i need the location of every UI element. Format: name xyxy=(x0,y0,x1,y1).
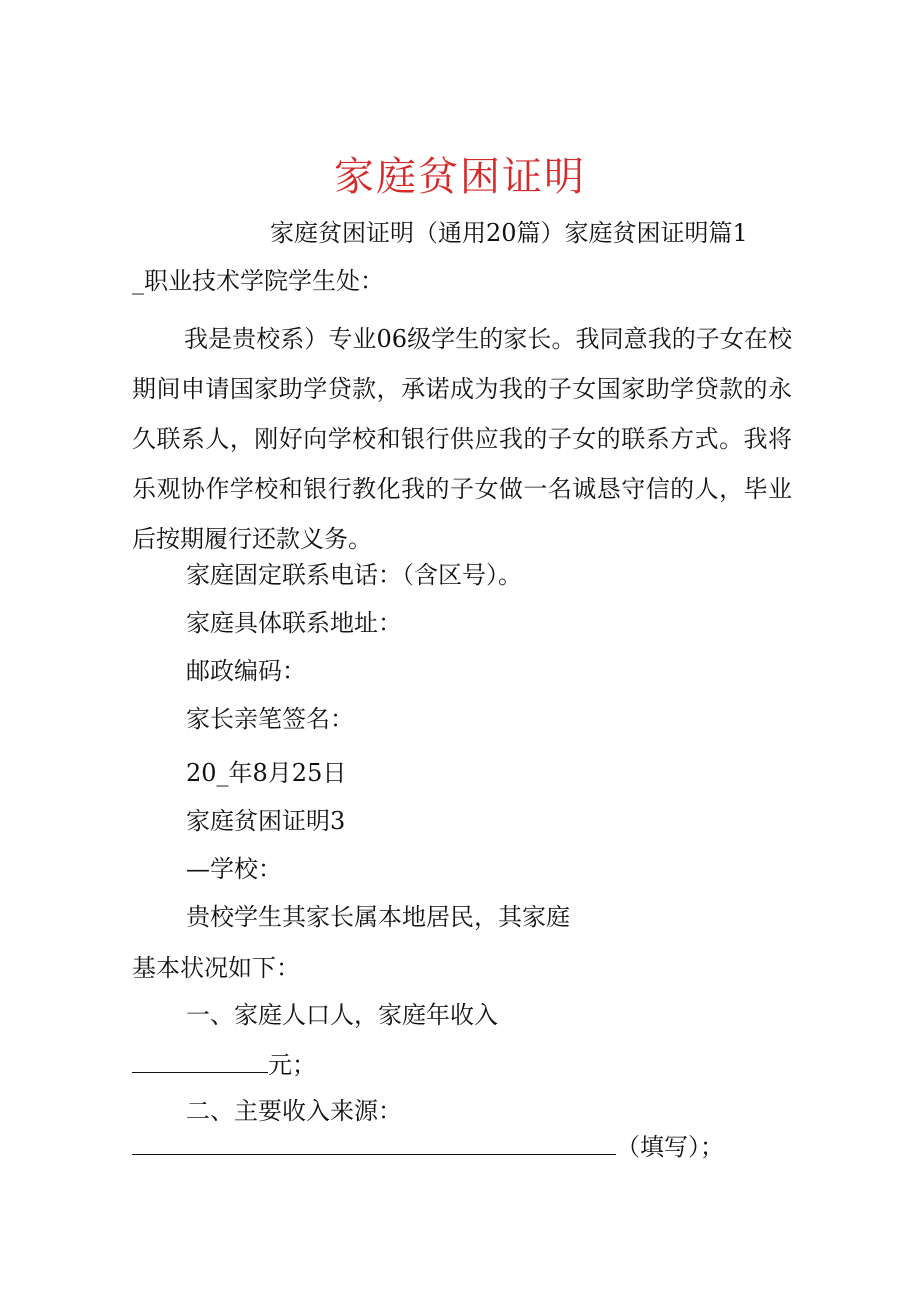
item-1-line: 一、家庭人口人，家庭年收入 xyxy=(186,1001,498,1029)
signature-label: 家长亲笔签名： xyxy=(186,705,354,733)
income-unit: 元； xyxy=(268,1051,316,1079)
date-line: 20_年8月25日 xyxy=(186,759,347,787)
income-blank-line xyxy=(132,1050,316,1080)
income-source-tail: （填写）； xyxy=(616,1133,724,1161)
income-source-blank-line xyxy=(132,1132,724,1162)
income-source-blank xyxy=(132,1132,616,1155)
document-subtitle: 家庭贫困证明（通用20篇）家庭贫困证明篇1 xyxy=(270,219,748,247)
section-3-title: 家庭贫困证明3 xyxy=(186,807,346,835)
income-blank xyxy=(132,1050,268,1073)
address-label: 家庭具体联系地址： xyxy=(186,609,402,637)
item-2-line: 二、主要收入来源： xyxy=(186,1097,402,1125)
postal-code-label: 邮政编码： xyxy=(186,657,306,685)
paragraph-2-line-1: 贵校学生其家长属本地居民，其家庭 xyxy=(186,903,570,931)
paragraph-2-line-2: 基本状况如下： xyxy=(132,954,300,982)
addressee-line: _职业技术学院学生处： xyxy=(132,267,384,295)
school-line: —学校： xyxy=(186,855,282,883)
phone-label: 家庭固定联系电话：（含区号）。 xyxy=(186,561,522,589)
body-paragraph: 我是贵校系）专业06级学生的家长。我同意我的子女在校期间申请国家助学贷款，承诺成为我的子女国家助学贷款的永久联系人，刚好向学校和银行供应我的子女的联系方式。我将乐观协作学校和银行教化我的子女做一名诚恳守信的人，毕业后按期履行还款义务。 xyxy=(132,325,792,553)
document-title: 家庭贫困证明 xyxy=(334,154,586,200)
